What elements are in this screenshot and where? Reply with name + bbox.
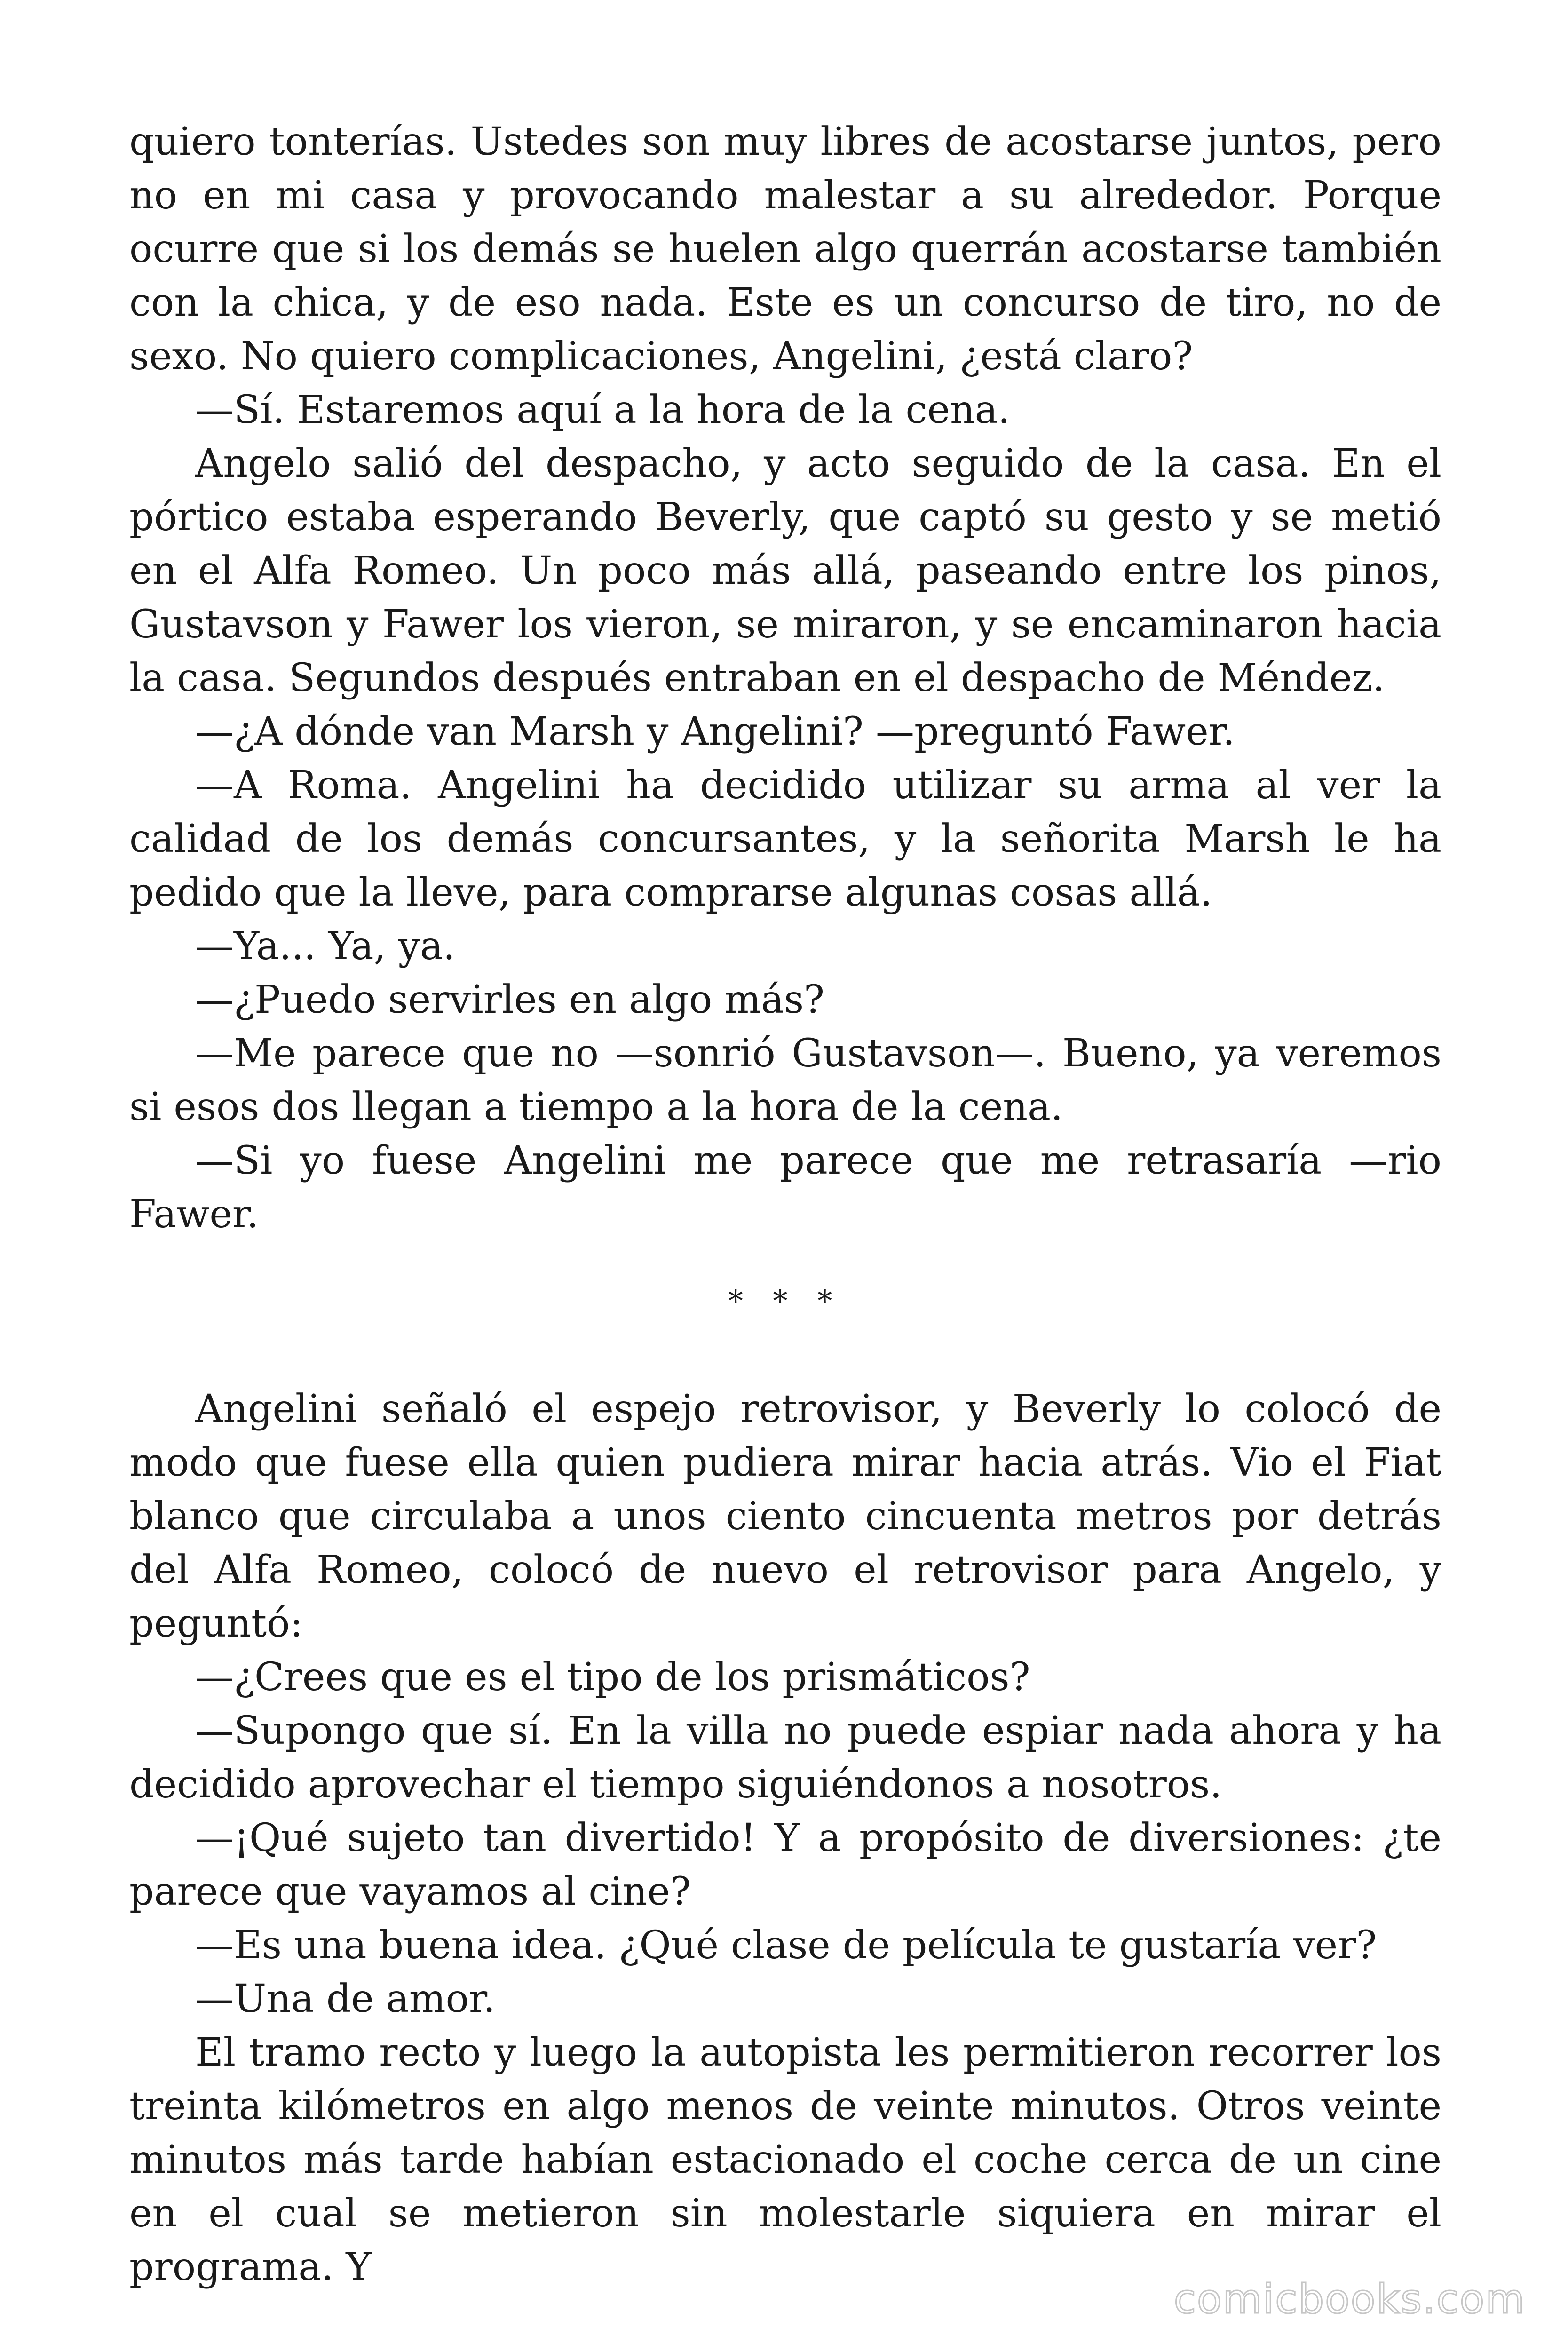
body-text-part-1 xyxy=(129,115,1441,1241)
paragraph: —Una de amor. xyxy=(195,1977,496,2021)
paragraph: Angelini señaló el espejo retrovisor, y Beverly lo colocó de modo que fuese ella quien pudiera mirar hacia atrás. Vio el Fiat blanco que circulaba a unos ciento cincuenta metros por detrás del Alfa Romeo, colocó de nuevo el retrovisor para Angelo, y peguntó: xyxy=(129,1387,1441,1646)
paragraph: —Supongo que sí. En la villa no puede espiar nada ahora y ha decidido aprovechar el tiempo siguiéndonos a nosotros. xyxy=(129,1708,1441,1807)
paragraph: El tramo recto y luego la autopista les permitieron recorrer los treinta kilómetros en algo menos de veinte minutos. Otros veinte minutos más tarde habían estacionado el coche cerca de un cine en el cual se metieron sin molestarle siquiera en mirar el programa. Y xyxy=(129,2030,1441,2289)
paragraph: —Sí. Estaremos aquí a la hora de la cena. xyxy=(195,388,1010,432)
paragraph: —¿Puedo servirles en algo más? xyxy=(195,977,824,1022)
paragraph: —A Roma. Angelini ha decidido utilizar su arma al ver la calidad de los demás concursantes, y la señorita Marsh le ha pedido que la lleve, para comprarse algunas cosas allá. xyxy=(129,763,1441,915)
paragraph: —Si yo fuese Angelini me parece que me retrasaría —rio Fawer. xyxy=(129,1138,1441,1237)
paragraph: —Es una buena idea. ¿Qué clase de película te gustaría ver? xyxy=(195,1923,1377,1968)
paragraph: quiero tonterías. Ustedes son muy libres de acostarse juntos, pero no en mi casa y provocando malestar a su alrededor. Porque ocurre que si los demás se huelen algo querrán acostarse también con la chica, y de eso nada. Este es un concurso de tiro, no de sexo. No quiero complicaciones, Angelini, ¿está claro? xyxy=(129,119,1441,379)
paragraph: —¿Crees que es el tipo de los prismáticos? xyxy=(195,1655,1030,1700)
body-text-part-2 xyxy=(129,1383,1441,2294)
paragraph: —Me parece que no —sonrió Gustavson—. Bueno, ya veremos si esos dos llegan a tiempo a la hora de la cena. xyxy=(129,1031,1441,1129)
watermark: comicbooks.com xyxy=(1173,2276,1526,2323)
book-page xyxy=(129,115,1441,2294)
paragraph: —¡Qué sujeto tan divertido! Y a propósito de diversiones: ¿te parece que vayamos al cine? xyxy=(129,1816,1441,1914)
section-separator: * * * xyxy=(728,1284,843,1318)
paragraph: —Ya... Ya, ya. xyxy=(195,924,455,969)
paragraph: —¿A dónde van Marsh y Angelini? —preguntó Fawer. xyxy=(195,709,1235,754)
paragraph: Angelo salió del despacho, y acto seguido de la casa. En el pórtico estaba esperando Beverly, que captó su gesto y se metió en el Alfa Romeo. Un poco más allá, paseando entre los pinos, Gustavson y Fawer los vieron, se miraron, y se encaminaron hacia la casa. Segundos después entraban en el despacho de Méndez. xyxy=(129,441,1441,700)
